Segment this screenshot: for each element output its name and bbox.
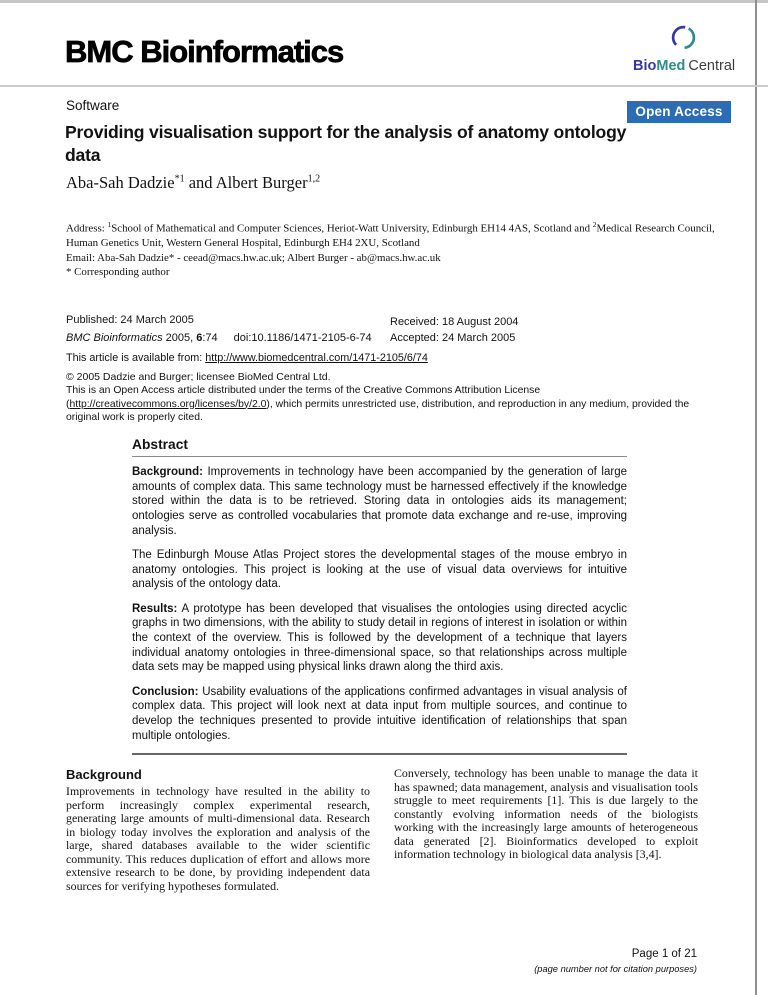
body-column-right bbox=[394, 767, 698, 893]
license-url-link[interactable]: http://creativecommons.org/licenses/by/2.0 bbox=[69, 398, 267, 410]
abstract-label-conclusion: Conclusion: bbox=[132, 685, 199, 698]
logo-bio-text: Bio bbox=[633, 58, 657, 74]
header-divider bbox=[0, 85, 768, 87]
page-footer bbox=[534, 948, 697, 974]
citation-doi: doi:10.1186/1471-2105-6-74 bbox=[233, 332, 372, 344]
background-heading: Background bbox=[66, 767, 142, 782]
corresponding-author-note: * Corresponding author bbox=[66, 266, 170, 278]
author-1-name: Aba-Sah Dadzie bbox=[66, 173, 175, 192]
abstract-paragraph-conclusion bbox=[132, 685, 627, 744]
affiliation-2-marker: 2 bbox=[592, 220, 597, 229]
availability-prefix: This article is available from: bbox=[66, 352, 206, 364]
citation-pages: :74 bbox=[202, 332, 218, 344]
author-joiner: and bbox=[184, 173, 216, 192]
copyright-line: © 2005 Dadzie and Burger; licensee BioMed Central Ltd. bbox=[66, 371, 331, 383]
address-block bbox=[66, 218, 716, 250]
body-columns bbox=[66, 767, 698, 893]
article-title-line1: Providing visualisation support for the analysis of anatomy ontology bbox=[65, 122, 627, 142]
abstract-closing-rule bbox=[132, 753, 627, 755]
license-text-post: ), which permits unrestricted use, distribution, and reproduction in any medium, provided the original work is properly cited. bbox=[66, 398, 690, 424]
abstract-text-emap: The Edinburgh Mouse Atlas Project stores the developmental stages of the mouse embryo in anatomy ontologies. This project is looking at the use of visual data overviews for intuitive analysis of the ontology data. bbox=[132, 549, 627, 591]
availability-line bbox=[66, 352, 428, 364]
biomed-central-logo bbox=[633, 24, 743, 74]
abstract-label-background: Background: bbox=[132, 466, 203, 478]
abstract-label-results: Results: bbox=[132, 602, 178, 615]
received-accepted-block bbox=[390, 314, 518, 346]
background-paragraph-left: Improvements in technology have resulted in the ability to perform increasingly complex experimental research, generating large amounts of multi-dimensional data. Research in biology today involves the exploration and analysis of the large, shared databases available to the wider scientific community. This reduces duplication of effort and allows more extensive research to be done, by providing independent data sources for verifying hypotheses formulated. bbox=[66, 784, 370, 893]
abstract-heading-rule bbox=[132, 456, 627, 457]
accepted-date: Accepted: 24 March 2005 bbox=[390, 332, 516, 344]
biomed-central-logo-icon bbox=[670, 24, 743, 56]
received-date: Received: 18 August 2004 bbox=[390, 316, 519, 328]
citation-year: 2005, bbox=[162, 332, 197, 344]
article-type-label: Software bbox=[66, 98, 120, 113]
abstract-section bbox=[132, 437, 627, 755]
abstract-text-background: Improvements in technology have been accompanied by the generation of large amounts of complex data. This same technology must be harnessed effectively if the knowledge stored within the data is to be retrieved. Storing data in ontologies aids its management; ontologies serve as controlled vocabularies that promote data exchange and re-use, improving analysis. bbox=[132, 466, 627, 537]
article-title-line2: data bbox=[65, 144, 101, 165]
citation-note: (page number not for citation purposes) bbox=[534, 964, 697, 974]
page-right-edge bbox=[755, 0, 757, 995]
affiliation-1-text: School of Mathematical and Computer Sciences, Heriot-Watt University, Edinburgh EH14 4AS, Scotland and bbox=[111, 222, 593, 235]
license-paragraph bbox=[66, 384, 718, 425]
abstract-paragraph-emap bbox=[132, 548, 627, 592]
abstract-text-results: A prototype has been developed that visualises the ontologies using directed acyclic graphs in two dimensions, with the ability to study detail in regions of interest in isolation or within the context of the overview. This is followed by the development of a technique that layers individual anatomy ontologies in three-dimensional space, so that relationships across multiple data sets may be mapped using physical links drawn along the third axis. bbox=[132, 602, 627, 674]
author-list bbox=[66, 173, 320, 193]
logo-central-text: Central bbox=[688, 58, 736, 74]
background-paragraph-right: Conversely, technology has been unable to manage the data it has spawned; data management, analysis and visualisation tools struggle to meet requirements [1]. This is due largely to the constantly evolving information needs of the biologists working with the increasingly large amounts of heterogeneous data generated [2]. Bioinformatics developed to exploit information technology in biological data analysis [3,4]. bbox=[394, 766, 698, 861]
abstract-text-conclusion: Usability evaluations of the applications confirmed advantages in visual analysis of complex data. This project will look next at data input from multiple sources, and continue to develop the techniques presented to provide intuitive identification of relationships that span multiple ontologies. bbox=[132, 685, 627, 742]
logo-med-text: Med bbox=[656, 58, 686, 74]
journal-masthead: BMC Bioinformatics bbox=[65, 34, 344, 69]
author-2-name: Albert Burger bbox=[215, 173, 308, 192]
abstract-paragraph-background bbox=[132, 465, 627, 539]
citation-line bbox=[66, 332, 372, 344]
address-label: Address: bbox=[66, 222, 108, 235]
affiliation-2-text: Medical Research Council, Human Genetics Unit, Western General Hospital, Edinburgh EH4 2XU, Scotland bbox=[66, 222, 715, 249]
author-2-affiliation-marker: 1,2 bbox=[307, 173, 321, 185]
page-top-edge bbox=[0, 0, 768, 3]
license-text-pre: This is an Open Access article distributed under the terms of the Creative Commons Attribution License ( bbox=[66, 385, 541, 410]
open-access-badge[interactable]: Open Access bbox=[627, 101, 731, 123]
page-number: Page 1 of 21 bbox=[631, 948, 697, 960]
article-url-link[interactable]: http://www.biomedcentral.com/1471-2105/6/74 bbox=[205, 352, 428, 364]
article-title bbox=[65, 121, 665, 166]
author-1-affiliation-marker: *1 bbox=[174, 173, 185, 185]
email-line: Email: Aba-Sah Dadzie* - ceead@macs.hw.ac.uk; Albert Burger - ab@macs.hw.ac.uk bbox=[66, 252, 441, 264]
abstract-heading: Abstract bbox=[132, 437, 188, 452]
citation-journal: BMC Bioinformatics bbox=[66, 332, 163, 344]
affiliation-1-marker: 1 bbox=[107, 220, 112, 229]
published-date: Published: 24 March 2005 bbox=[66, 314, 194, 326]
citation-volume: 6 bbox=[196, 332, 203, 344]
body-column-left bbox=[66, 767, 370, 893]
abstract-paragraph-results bbox=[132, 602, 627, 676]
biomed-central-logo-text bbox=[633, 58, 743, 74]
